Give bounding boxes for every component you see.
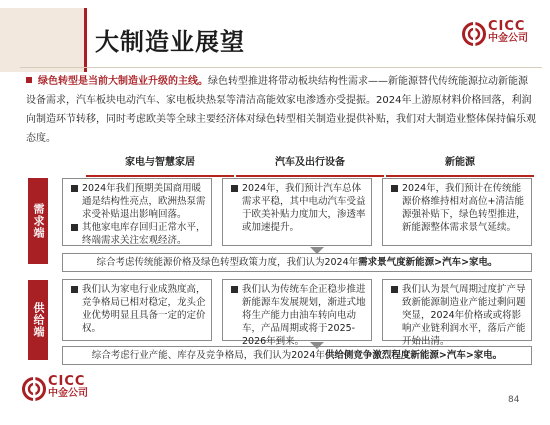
cell-supply-auto bbox=[222, 279, 372, 347]
column-header-new-energy: 新能源 bbox=[386, 153, 534, 177]
header-accent-bar bbox=[84, 8, 87, 72]
cell-text: 我们认为传统车企正稳步推进新能源车发展规划，渐进式地将生产能力由油车转向电动车，产品周期或将于2025-2026年到来。 bbox=[242, 284, 366, 347]
summary-text: 综合考虑行业产能、库存及竞争格局，我们认为2024年 bbox=[91, 350, 325, 361]
cell-text: 我们认为家电行业成熟度高，竞争格局已相对稳定，龙头企业优势明显且具备一定的定价权。 bbox=[82, 284, 206, 334]
bullet-square-icon bbox=[71, 286, 78, 293]
bullet-square-icon bbox=[26, 77, 32, 83]
row-label-demand: 需求端 bbox=[28, 178, 48, 264]
bullet-square-icon bbox=[391, 185, 398, 192]
cell-supply-new-energy bbox=[382, 279, 532, 347]
cell-supply-appliances bbox=[62, 279, 212, 341]
cell-text: 2024年，我们预计汽车总体需求平稳，其中电动汽车受益于欧美补贴力度加大，渗透率或加速提升。 bbox=[242, 183, 366, 233]
column-header-appliances: 家电与智慧家居 bbox=[86, 153, 234, 177]
summary-text: 综合考虑传统能源价格及绿色转型政策力度，我们认为2024年 bbox=[96, 257, 359, 268]
cell-text: 我们认为景气周期过度扩产导致新能源制造业产能过剩问题突显，2024年价格或或将影响产业链利润水平，落后产能开始出清。 bbox=[402, 284, 526, 347]
cicc-logo bbox=[462, 20, 542, 54]
summary-highlight: 需求景气度新能源>汽车>家电。 bbox=[358, 257, 498, 268]
cell-demand-new-energy bbox=[382, 178, 532, 246]
cicc-logo-icon bbox=[22, 377, 46, 401]
cell-text: 2024年，我们预计在传统能源价格维持相对高位+清洁能源强补贴下，绿色转型推进，新能源整体需求景气延续。 bbox=[402, 183, 526, 233]
page-title: 大制造业展望 bbox=[95, 28, 245, 56]
bullet-square-icon bbox=[71, 224, 78, 231]
intro-lead: 绿色转型是当前大制造业升级的主线。 bbox=[38, 76, 208, 87]
cell-text: 2024年我们预期美国商用暖通是结构性亮点，欧洲热泵需求受补贴退出影响回落。 bbox=[82, 183, 206, 220]
summary-highlight: 供给侧竞争激烈程度新能源>汽车>家电。 bbox=[324, 350, 503, 361]
cell-demand-auto bbox=[222, 178, 372, 246]
header-rule bbox=[20, 67, 542, 68]
bullet-square-icon bbox=[231, 185, 238, 192]
summary-supply bbox=[62, 346, 532, 365]
summary-demand bbox=[62, 253, 532, 272]
logo-text-cn: 中金公司 bbox=[48, 387, 88, 399]
logo-text-en: CICC bbox=[48, 374, 86, 389]
logo-text-cn: 中金公司 bbox=[488, 32, 528, 44]
intro-paragraph bbox=[26, 72, 536, 148]
logo-text-en: CICC bbox=[488, 19, 526, 34]
column-header-auto: 汽车及出行设备 bbox=[236, 153, 384, 177]
bullet-square-icon bbox=[391, 286, 398, 293]
row-label-supply: 供给端 bbox=[28, 280, 48, 360]
cicc-logo-icon bbox=[462, 22, 486, 46]
page-number: 84 bbox=[508, 395, 520, 405]
bullet-square-icon bbox=[71, 185, 78, 192]
cell-demand-appliances bbox=[62, 178, 212, 246]
header-band bbox=[0, 8, 84, 72]
cell-text: 其他家电库存回归正常水平，终端需求关注宏观经济。 bbox=[82, 222, 206, 246]
intro-text: 绿色转型推进将带动板块结构性需求——新能源替代传统能源拉动新能源设备需求，汽车板块电动汽车、家电板块热泵等清洁高能效家电渗透亦受提振。2024年上游原材料价格回落，利润向制造环节转移，同时考虑欧美等全球主要经济体对绿色转型相关制造业提供补贴，我们对大制造业整体保持偏乐观态度。 bbox=[26, 76, 536, 144]
bullet-square-icon bbox=[231, 286, 238, 293]
cicc-logo-footer bbox=[22, 375, 102, 409]
